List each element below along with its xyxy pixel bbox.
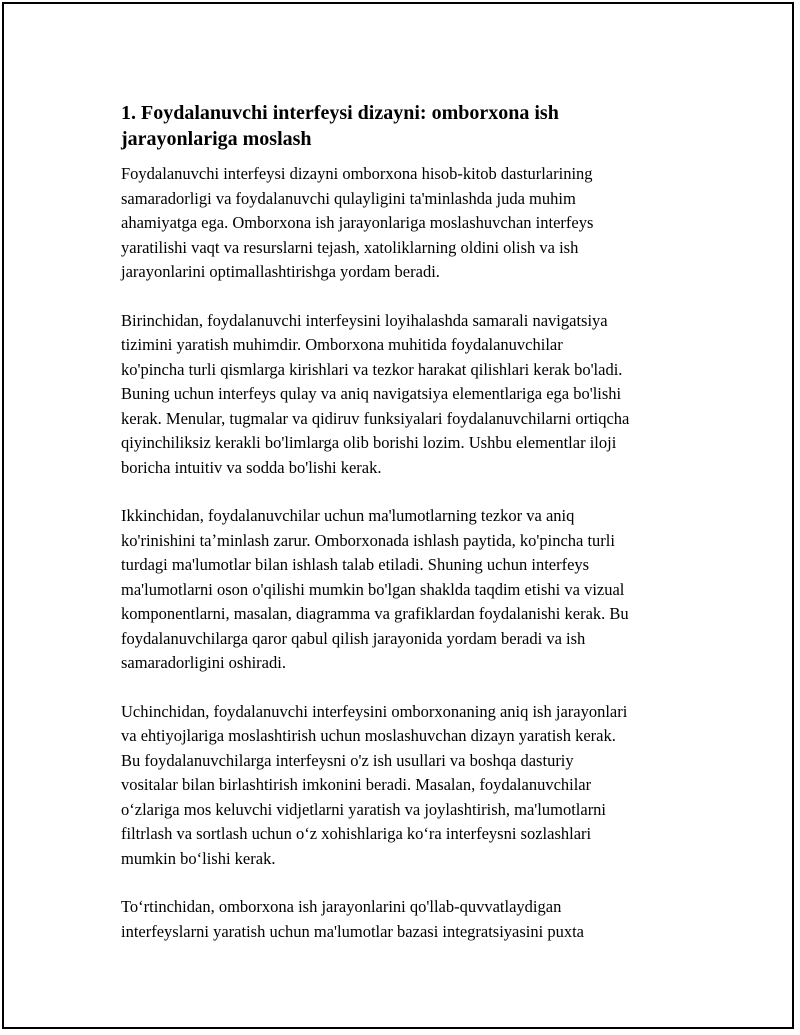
text-line: samaradorligini oshiradi. — [121, 653, 286, 672]
document-body — [121, 100, 701, 944]
text-line: Uchinchidan, foydalanuvchi interfeysini omborxonaning aniq ish jarayonlari — [121, 701, 628, 721]
text-line: foydalanuvchilarga qaror qabul qilish jarayonida yordam beradi va ish — [121, 628, 586, 648]
text-line: mumkin boʻlishi kerak. — [121, 848, 276, 868]
text-line: ahamiyatga ega. Omborxona ish jarayonlariga moslashuvchan interfeys — [121, 213, 594, 232]
paragraph-third — [121, 700, 701, 872]
paragraph-fourth — [121, 895, 701, 944]
text-line: va ehtiyojlariga moslashtirish uchun moslashuvchan dizayn yaratish kerak. — [121, 726, 616, 745]
section-heading — [121, 100, 701, 152]
text-line: ko'rinishini taʼminlash zarur. Omborxonada ishlash paytida, ko'pincha turli — [121, 530, 615, 550]
text-line: yaratilishi vaqt va resurslarni tejash, xatoliklarning oldini olish va ish — [121, 237, 579, 257]
text-line: turdagi ma'lumotlar bilan ishlash talab etiladi. Shuning uchun interfeys — [121, 555, 590, 574]
text-line: Buning uchun interfeys qulay va aniq navigatsiya elementlariga ega bo'lishi — [121, 384, 622, 403]
text-line: Toʻrtinchidan, omborxona ish jarayonlarini qo'llab-quvvatlaydigan — [121, 897, 562, 916]
text-line: oʻzlariga mos keluvchi vidjetlarni yaratish va joylashtirish, ma'lumotlarni — [121, 799, 607, 819]
text-line: boricha intuitiv va sodda bo'lishi kerak. — [121, 457, 382, 477]
text-line: Ikkinchidan, foydalanuvchilar uchun ma'lumotlarning tezkor va aniq — [121, 506, 575, 525]
text-line: interfeyslarni yaratish uchun ma'lumotlar bazasi integratsiyasini puxta — [121, 921, 584, 941]
text-line: jarayonlarini optimallashtirishga yordam beradi. — [121, 262, 440, 281]
text-line: Foydalanuvchi interfeysi dizayni omborxona hisob-kitob dasturlarining — [121, 164, 593, 183]
text-line: qiyinchiliksiz kerakli bo'limlarga olib borishi lozim. Ushbu elementlar iloji — [121, 433, 617, 452]
text-line: ma'lumotlarni oson o'qilishi mumkin bo'lgan shaklda taqdim etishi va vizual — [121, 579, 625, 599]
paragraph-second — [121, 504, 701, 676]
page-frame — [2, 2, 794, 1029]
text-line: komponentlarni, masalan, diagramma va grafiklardan foydalanishi kerak. Bu — [121, 604, 629, 623]
heading-line: 1. Foydalanuvchi interfeysi dizayni: omborxona ish — [121, 102, 559, 124]
text-line: tizimini yaratish muhimdir. Omborxona muhitida foydalanuvchilar — [121, 335, 563, 354]
heading-line: jarayonlariga moslash — [121, 128, 312, 150]
text-line: samaradorligi va foydalanuvchi qulayligini ta'minlashda juda muhim — [121, 188, 576, 208]
text-line: vositalar bilan birlashtirish imkonini beradi. Masalan, foydalanuvchilar — [121, 775, 592, 794]
text-line: Bu foydalanuvchilarga interfeysni o'z ish usullari va boshqa dasturiy — [121, 750, 574, 770]
text-line: Birinchidan, foydalanuvchi interfeysini loyihalashda samarali navigatsiya — [121, 310, 608, 330]
paragraph-intro — [121, 162, 701, 285]
text-line: kerak. Menular, tugmalar va qidiruv funksiyalari foydalanuvchilarni ortiqcha — [121, 408, 630, 428]
text-line: filtrlash va sortlash uchun oʻz xohishlariga koʻra interfeysni sozlashlari — [121, 824, 592, 843]
paragraph-first — [121, 309, 701, 481]
text-line: ko'pincha turli qismlarga kirishlari va tezkor harakat qilishlari kerak bo'ladi. — [121, 359, 623, 379]
